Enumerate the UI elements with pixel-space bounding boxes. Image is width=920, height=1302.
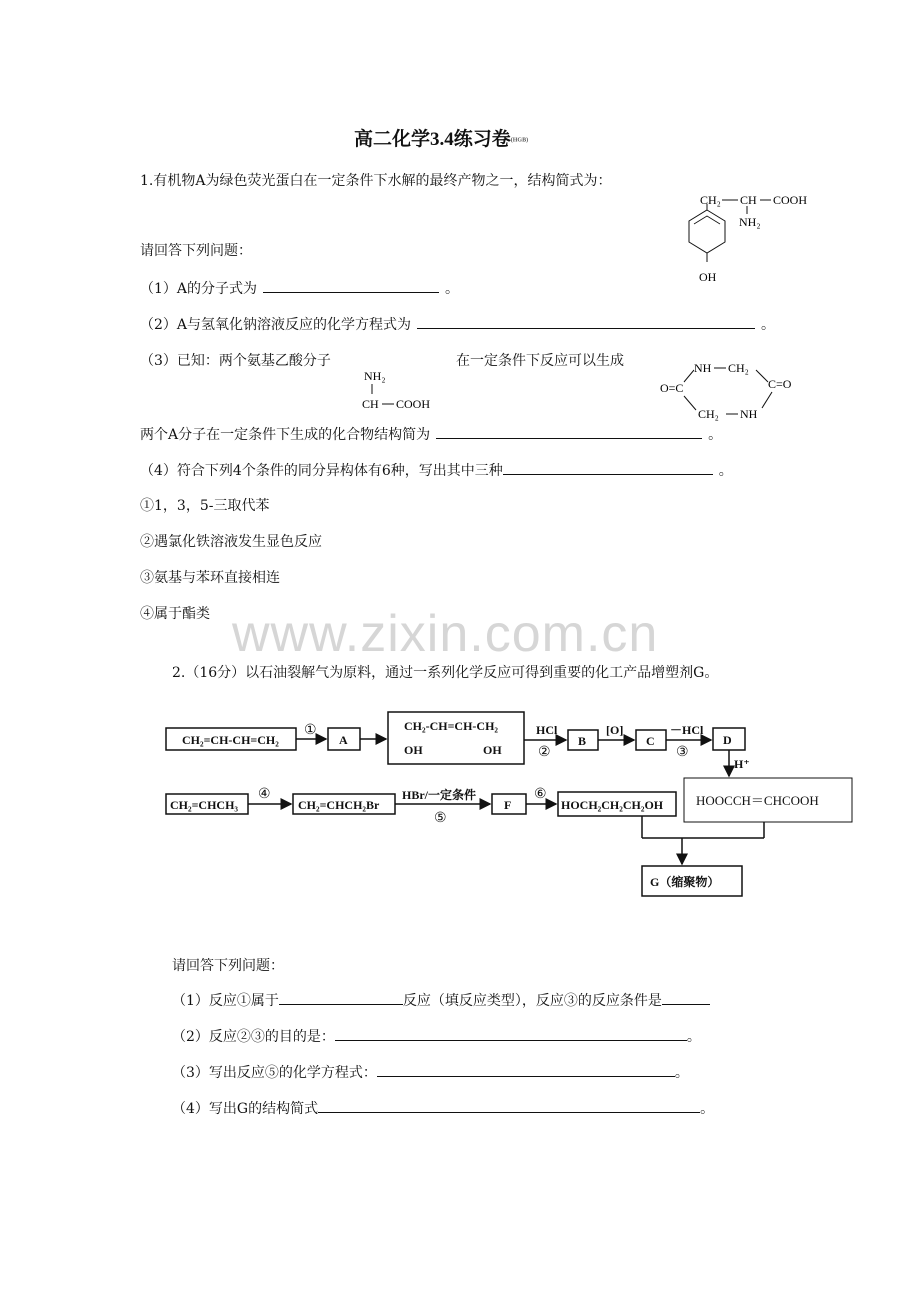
q2-part1b-text: 反应（填反应类型），反应③的反应条件是 <box>402 993 662 1009</box>
q2-part3-period: 。 <box>674 1065 689 1081</box>
q1-prompt: 请回答下列问题： <box>140 243 252 259</box>
q2-part1-condition-blank[interactable] <box>662 990 710 1005</box>
q1-part1-text: （1）A的分子式为 <box>140 281 258 297</box>
scheme-hcl: HCl <box>536 723 558 737</box>
q1-part3c <box>140 424 722 444</box>
q1-part3c-text: 两个A分子在一定条件下生成的化合物结构简为 <box>140 427 431 443</box>
q1-stem: 1.有机物A为绿色荧光蛋白在一定条件下水解的最终产物之一，结构简式为： <box>140 173 612 189</box>
scheme-acid: HOOCCH＝CHCOOH <box>696 793 819 808</box>
struct-oh: OH <box>699 270 717 284</box>
q2-stem: 2.（16分）以石油裂解气为原料，通过一系列化学反应可得到重要的化工产品增塑剂G。 <box>172 665 719 681</box>
dkp-bond-tl <box>684 370 694 382</box>
q1-part4-text: （4）符合下列4个条件的同分异构体有6种，写出其中三种 <box>140 463 503 479</box>
struct-nh2: NH₂ <box>739 215 761 229</box>
q2-part2 <box>172 1026 701 1046</box>
scheme-r3: ③ <box>676 745 689 760</box>
dkp-oc: O=C <box>660 381 684 395</box>
q2-part4 <box>172 1098 714 1118</box>
scheme-propene: CH₂=CHCH₃ <box>170 798 239 812</box>
q2-part1 <box>172 990 710 1010</box>
dkp-nh: NH <box>694 361 712 375</box>
scheme-allyl: CH₂=CHCH₂Br <box>298 798 380 812</box>
scheme-d: D <box>723 733 732 747</box>
glycine-nh2: NH₂ <box>364 369 386 383</box>
scheme-ox: [O] <box>606 723 624 737</box>
struct-ch2: CH₂ <box>700 193 721 207</box>
q2-part2-answer-blank[interactable] <box>335 1026 687 1041</box>
scheme-b: B <box>578 734 587 748</box>
condition-2: ②遇氯化铁溶液发生显色反应 <box>140 534 322 550</box>
q2-part3-text: （3）写出反应⑤的化学方程式： <box>172 1065 377 1081</box>
q2-part3-answer-blank[interactable] <box>377 1062 675 1077</box>
q1-part2 <box>140 314 775 334</box>
q1-part3b: 在一定条件下反应可以生成 <box>456 353 624 369</box>
title-text: 高二化学3.4练习卷 <box>354 129 511 150</box>
condition-1: ①1，3，5-三取代苯 <box>140 498 270 514</box>
q1-part4-period: 。 <box>718 463 733 479</box>
scheme-hbr: HBr/一定条件 <box>402 788 476 802</box>
scheme-diol: HOCH₂CH₂CH₂OH <box>561 798 664 812</box>
q2-part3 <box>172 1062 689 1082</box>
page-title <box>354 124 528 151</box>
scheme-g: G（缩聚物） <box>650 875 720 889</box>
watermark: www.zixin.com.cn <box>232 605 659 663</box>
q1-part1-period: 。 <box>445 281 460 297</box>
q2-prompt: 请回答下列问题： <box>172 958 284 974</box>
dkp-ch2b: CH₂ <box>698 407 719 421</box>
struct-ch: CH <box>740 193 757 207</box>
q1-part2-period: 。 <box>761 317 776 333</box>
struct-cooh: COOH <box>773 193 808 207</box>
q1-part3-answer-blank[interactable] <box>436 424 702 439</box>
synthesis-scheme <box>160 708 860 904</box>
dkp-ch2: CH₂ <box>728 361 749 375</box>
scheme-f: F <box>504 798 512 812</box>
q1-part3-period: 。 <box>708 427 723 443</box>
scheme-mhcl: －HCl <box>670 723 704 737</box>
q2-part2-period: 。 <box>686 1029 701 1045</box>
scheme-inter: CH₂-CH=CH-CH₂ <box>404 719 499 733</box>
scheme-oh1: OH <box>404 743 423 757</box>
q1-part1 <box>140 278 459 298</box>
q1-part2-answer-blank[interactable] <box>417 314 755 329</box>
title-tag: (HGB) <box>510 137 529 144</box>
q2-part4-answer-blank[interactable] <box>318 1098 700 1113</box>
q1-part2-text: （2）A与氢氧化钠溶液反应的化学方程式为 <box>140 317 412 333</box>
condition-4: ④属于酯类 <box>140 606 210 622</box>
dkp-bond-br <box>762 392 772 408</box>
glycine-ch: CH <box>362 397 379 411</box>
q1-part1-answer-blank[interactable] <box>263 278 439 293</box>
structure-a <box>676 188 836 288</box>
scheme-butadiene: CH₂=CH-CH=CH₂ <box>182 733 279 747</box>
q1-part4-answer-blank[interactable] <box>503 460 713 475</box>
scheme-r1: ① <box>304 723 317 738</box>
dkp-bond-bl <box>684 396 696 410</box>
q2-part1-type-blank[interactable] <box>279 990 403 1005</box>
q2-part4-period: 。 <box>700 1101 715 1117</box>
q2-part2-text: （2）反应②③的目的是： <box>172 1029 335 1045</box>
scheme-c: C <box>646 734 655 748</box>
scheme-r6: ⑥ <box>534 787 547 802</box>
dkp-nhb: NH <box>740 407 758 421</box>
q2-part1a-text: （1）反应①属于 <box>172 993 279 1009</box>
benzene-inner-bond <box>694 216 720 224</box>
condition-3: ③氨基与苯环直接相连 <box>140 570 280 586</box>
scheme-r2: ② <box>538 745 551 760</box>
q1-part4 <box>140 460 733 480</box>
q1-part3a: （3）已知：两个氨基乙酸分子 <box>140 353 331 369</box>
scheme-hplus: H⁺ <box>734 757 750 771</box>
q2-part4-text: （4）写出G的结构简式 <box>172 1101 319 1117</box>
scheme-r5: ⑤ <box>434 811 447 826</box>
diketopiperazine-structure <box>656 356 806 428</box>
dkp-bond-tr <box>756 370 768 382</box>
scheme-r4: ④ <box>258 787 271 802</box>
scheme-oh2: OH <box>483 743 502 757</box>
scheme-a: A <box>339 733 348 747</box>
dkp-co: C=O <box>768 377 792 391</box>
glycine-structure <box>360 368 450 414</box>
glycine-cooh: COOH <box>396 397 431 411</box>
